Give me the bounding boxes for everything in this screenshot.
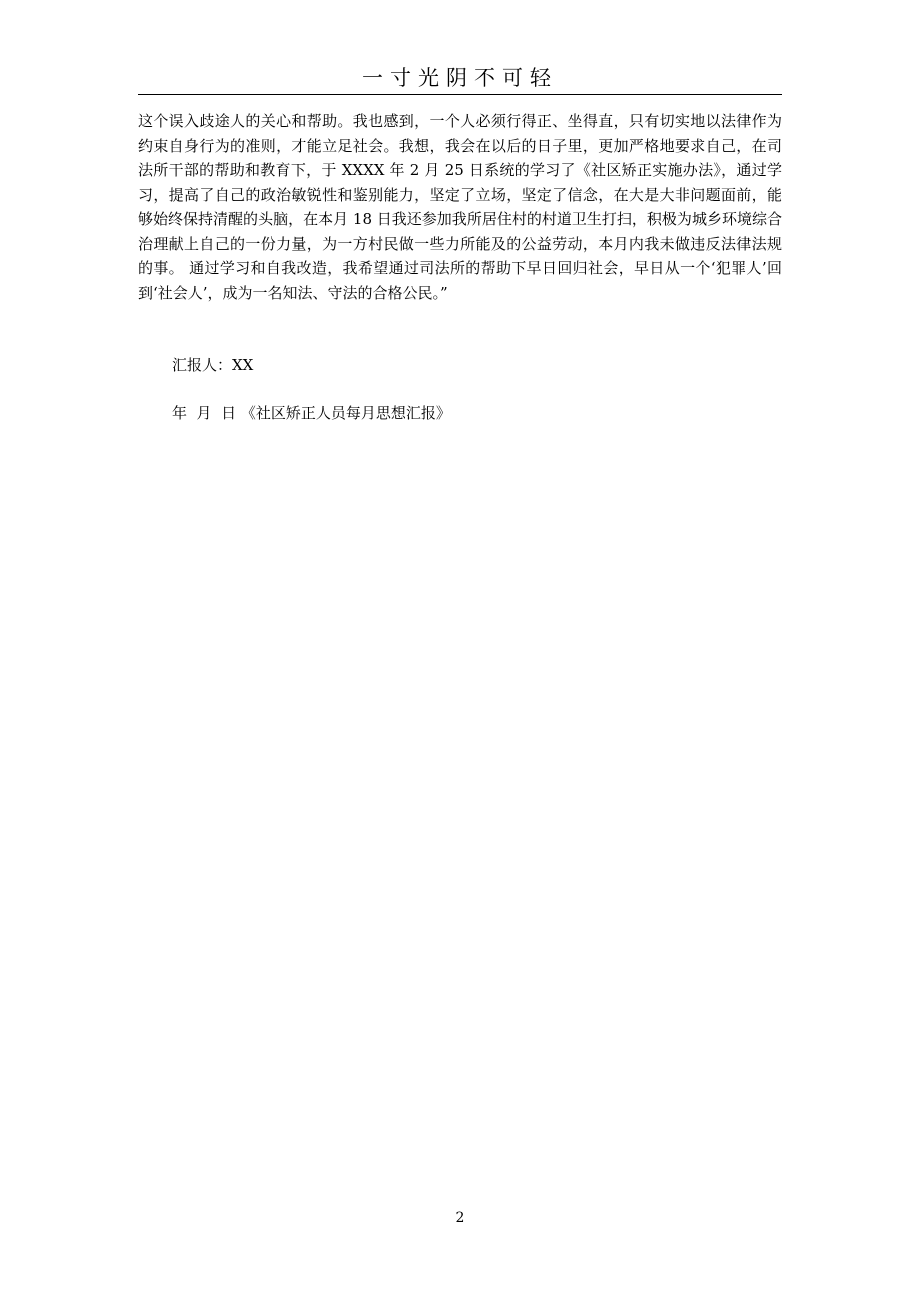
- page-header-title: 一寸光阴不可轻: [362, 66, 558, 90]
- date-and-title-line: 年 月 日 《社区矫正人员每月思想汇报》: [172, 404, 451, 422]
- page-number: 2: [455, 1210, 465, 1226]
- reporter-signature: 汇报人：XX: [172, 356, 254, 374]
- header-divider: [138, 94, 782, 95]
- body-paragraph: 这个误入歧途人的关心和帮助。我也感到，一个人必须行得正、坐得直，只有切实地以法律作为约束自身行为的准则，才能立足社会。我想，我会在以后的日子里，更加严格地要求自己，在司法所干部的帮助和教育下，于 XXXX 年 2 月 25 日系统的学习了《社区矫正实施办法》，通过学习，提高了自己的政治敏锐性和鉴别能力，坚定了立场，坚定了信念，在大是大非问题面前，能够始终保持清醒的头脑，在本月 18 日我还参加我所居住村的村道卫生打扫，积极为城乡环境综合治理献上自己的一份力量，为一方村民做一些力所能及的公益劳动，本月内我未做违反法律法规的事。 通过学习和自我改造，我希望通过司法所的帮助下早日回归社会，早日从一个‘犯罪人’回到‘社会人’，成为一名知法、守法的合格公民。”: [138, 112, 782, 302]
